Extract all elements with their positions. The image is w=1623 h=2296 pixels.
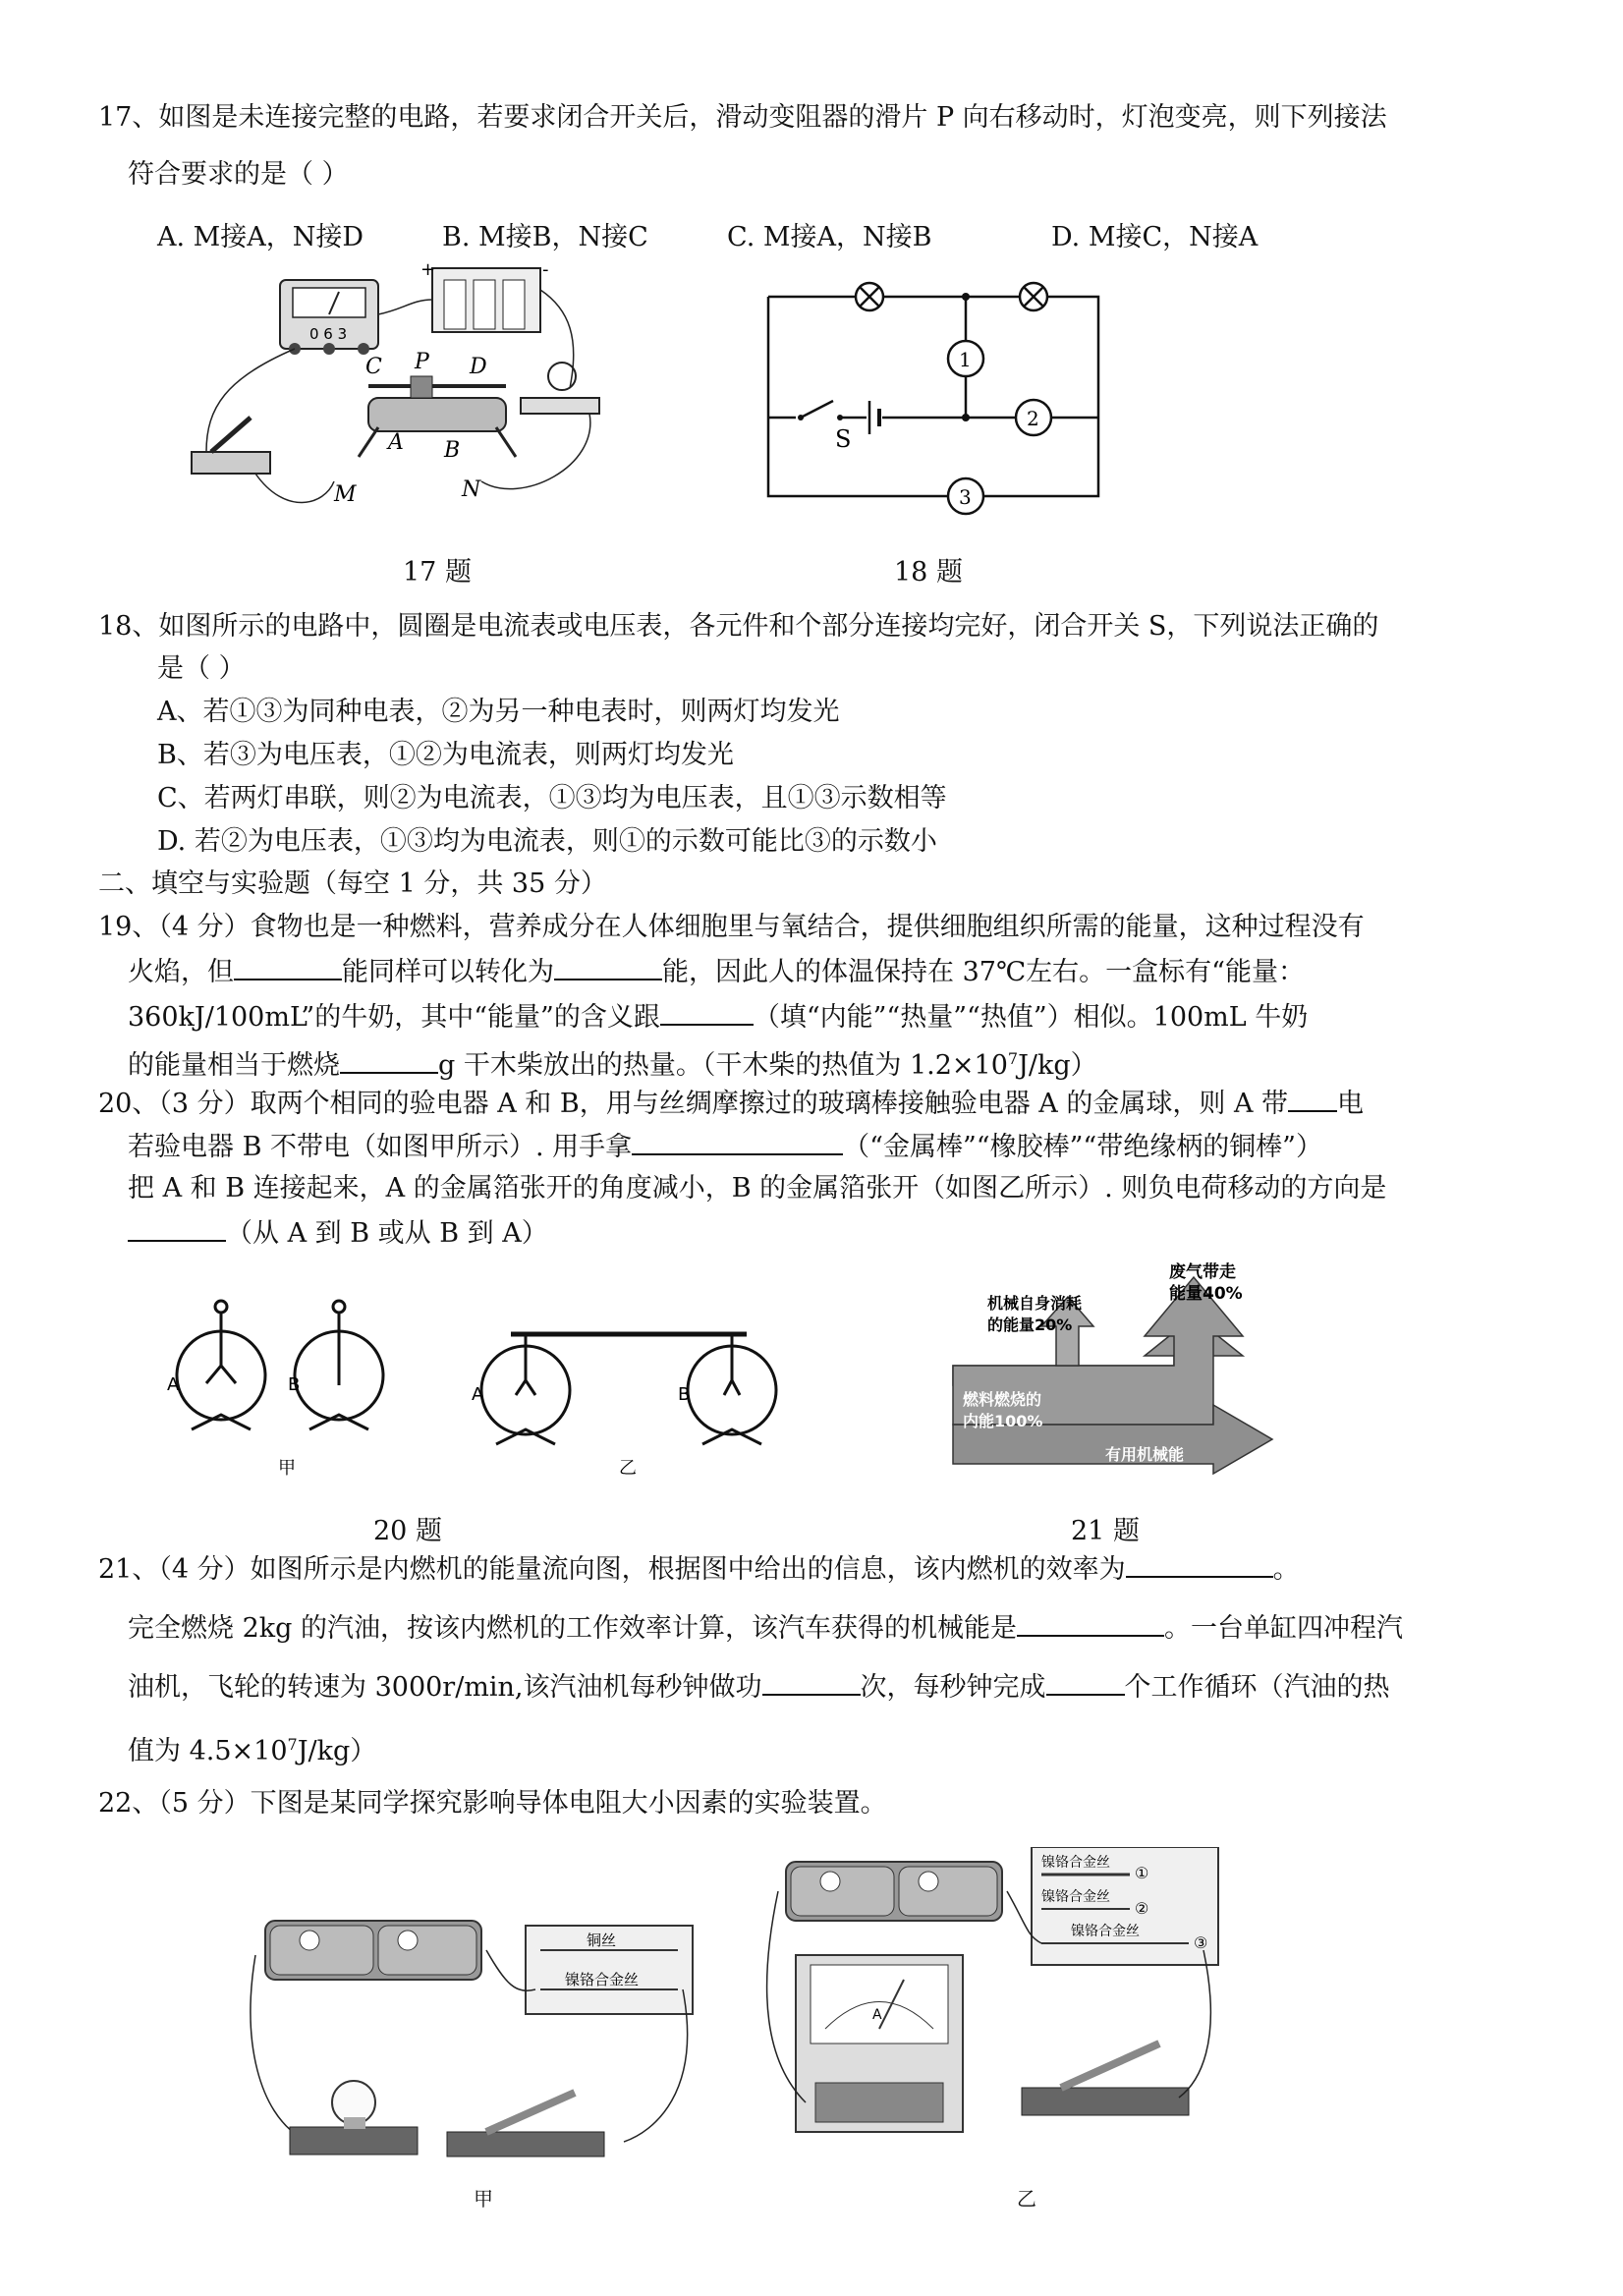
q21-text: 。 xyxy=(1272,1554,1300,1585)
q22-label-jia: 甲 xyxy=(474,2187,493,2211)
q20-blank-2[interactable] xyxy=(632,1128,843,1155)
q20-text: 20、（3 分）取两个相同的验电器 A 和 B，用与丝绸摩擦过的玻璃棒接触验电器 A 的金属球，则 A 带 xyxy=(98,1089,1289,1119)
q19-text: 能，因此人的体温保持在 37℃左右。一盒标有“能量： xyxy=(662,957,1305,987)
q18-option-b: B、若③为电压表，①②为电流表，则两灯均发光 xyxy=(157,740,734,770)
q18-option-c: C、若两灯串联，则②为电流表，①③均为电压表，且①③示数相等 xyxy=(157,783,947,813)
q20-line3: 把 A 和 B 连接起来，A 的金属箔张开的角度减小，B 的金属箔张开（如图乙所示）. 则负电荷移动的方向是 xyxy=(128,1173,1387,1204)
q21-text: 油机，飞轮的转速为 3000r/min,该汽油机每秒钟做功 xyxy=(128,1672,762,1703)
q20-line1 xyxy=(98,1085,1364,1122)
q21-text: 完全燃烧 2kg 的汽油，按该内燃机的工作效率计算，该汽车获得的机械能是 xyxy=(128,1613,1017,1644)
q19-exponent: 7 xyxy=(1007,1049,1019,1068)
q20-line2 xyxy=(128,1128,1322,1165)
q21-line1 xyxy=(98,1550,1300,1588)
q21-energy-flow-figure xyxy=(948,1258,1292,1493)
q21-text: 值为 4.5×10 xyxy=(128,1736,288,1766)
q19-line2 xyxy=(128,953,1305,990)
q19-text: 的能量相当于燃烧 xyxy=(128,1050,340,1081)
q22-wire1-number: ① xyxy=(1135,1864,1149,1882)
q22-apparatus-jia xyxy=(241,1896,702,2181)
q22-wire3-number: ② xyxy=(1135,1899,1149,1918)
q20-fig-jia: 甲 xyxy=(278,1458,296,1479)
q21-exhaust-label-1: 废气带走 xyxy=(1169,1262,1236,1282)
q19-text: 360kJ/100mL”的牛奶，其中“能量”的含义跟 xyxy=(128,1002,660,1033)
q20-line4 xyxy=(128,1214,548,1252)
q20-text: 电 xyxy=(1337,1089,1365,1119)
q17-label-b: B xyxy=(444,438,461,463)
q21-fuel-label-1: 燃料燃烧的 xyxy=(963,1390,1042,1409)
q22-line1: 22、（5 分）下图是某同学探究影响导体电阻大小因素的实验装置。 xyxy=(98,1788,887,1819)
q21-blank-1[interactable] xyxy=(1126,1550,1273,1578)
q18-stem-line1: 18、如图所示的电路中，圆圈是电流表或电压表，各元件和个部分连接均完好，闭合开关 S，下列说法正确的 xyxy=(98,611,1379,642)
q20-text: （“金属棒”“橡胶棒”“带绝缘柄的铜棒”） xyxy=(843,1132,1322,1162)
q19-line1: 19、（4 分）食物也是一种燃料，营养成分在人体细胞里与氧结合，提供细胞组织所需的能量，这种过程没有 xyxy=(98,912,1365,942)
q21-text: 次，每秒钟完成 xyxy=(860,1672,1046,1703)
q18-option-d: D. 若②为电压表，①③均为电流表，则①的示数可能比③的示数小 xyxy=(157,826,937,857)
q20-electroscope-figure xyxy=(162,1297,791,1484)
q22-ammeter-symbol: A xyxy=(872,2007,882,2023)
q20-blank-1[interactable] xyxy=(1288,1085,1337,1112)
q20-text: 若验电器 B 不带电（如图甲所示）. 用手拿 xyxy=(128,1132,633,1162)
q17-option-d: D. M接C，N接A xyxy=(1051,222,1259,252)
q21-line4 xyxy=(128,1727,376,1769)
q21-fuel-label-2: 内能100% xyxy=(963,1412,1043,1430)
q18-meter-2: 2 xyxy=(1027,407,1039,430)
q17-label-n: N xyxy=(462,477,481,502)
q21-blank-2[interactable] xyxy=(1017,1609,1164,1637)
q17-battery-plus: + xyxy=(420,260,436,280)
q19-text: （填“内能”“热量”“热值”）相似。100mL 牛奶 xyxy=(753,1002,1309,1033)
q17-stem-line2: 符合要求的是（ ） xyxy=(128,159,349,190)
q20-fig-label-a2: A xyxy=(472,1384,484,1405)
q17-figure-caption: 17 题 xyxy=(403,557,472,588)
q20-figure-caption: 20 题 xyxy=(373,1516,442,1546)
q19-blank-2[interactable] xyxy=(554,953,662,980)
q21-blank-4[interactable] xyxy=(1046,1668,1125,1696)
q19-blank-3[interactable] xyxy=(660,998,754,1026)
q18-meter-1: 1 xyxy=(959,348,972,371)
q17-circuit-figure xyxy=(187,260,639,526)
q18-stem-line2: 是（ ） xyxy=(157,653,246,684)
q17-option-c: C. M接A，N接B xyxy=(727,222,932,252)
q21-blank-3[interactable] xyxy=(762,1668,861,1696)
q17-battery-minus: - xyxy=(542,260,549,280)
q19-line4 xyxy=(128,1041,1097,1084)
q21-useful-label: 有用机械能 xyxy=(1105,1445,1185,1464)
q21-self-loss-label-2: 的能量20% xyxy=(987,1316,1073,1334)
q22-wire3-label: 镍铬合金丝 xyxy=(1071,1924,1140,1939)
q22-wire1-label: 镍铬合金丝 xyxy=(1041,1855,1110,1871)
q17-label-c: C xyxy=(365,355,382,379)
q21-exhaust-label-2: 能量40% xyxy=(1169,1284,1243,1304)
q20-fig-label-b2: B xyxy=(678,1384,691,1405)
q17-stem-line1: 17、如图是未连接完整的电路，若要求闭合开关后，滑动变阻器的滑片 P 向右移动时，灯泡变亮，则下列接法 xyxy=(98,102,1387,133)
q22-copper-wire-label: 铜丝 xyxy=(587,1932,617,1949)
q19-text: J/kg） xyxy=(1018,1050,1097,1081)
q21-text: 个工作循环（汽油的热 xyxy=(1124,1672,1390,1703)
q22-nichrome-wire-label: 镍铬合金丝 xyxy=(565,1971,640,1988)
q21-text: 21、（4 分）如图所示是内燃机的能量流向图，根据图中给出的信息，该内燃机的效率为 xyxy=(98,1554,1126,1585)
q18-option-a: A、若①③为同种电表，②为另一种电表时，则两灯均发光 xyxy=(157,697,840,727)
q19-line3 xyxy=(128,998,1308,1036)
q18-meter-3: 3 xyxy=(959,485,972,509)
q18-circuit-figure xyxy=(756,265,1110,521)
q17-label-m: M xyxy=(334,482,357,507)
section-heading: 二、填空与实验题（每空 1 分，共 35 分） xyxy=(98,868,607,899)
q17-option-b: B. M接B，N接C xyxy=(442,222,648,252)
q20-fig-label-b1: B xyxy=(288,1374,301,1395)
q21-exponent: 7 xyxy=(287,1735,298,1754)
q19-blank-4[interactable] xyxy=(340,1046,438,1074)
q21-figure-caption: 21 题 xyxy=(1071,1516,1140,1546)
q22-label-yi: 乙 xyxy=(1017,2187,1036,2211)
q19-text: 能同样可以转化为 xyxy=(342,957,554,987)
q22-apparatus-yi xyxy=(756,1847,1228,2161)
q20-fig-yi: 乙 xyxy=(619,1458,637,1479)
q18-switch-label: S xyxy=(835,425,852,453)
q20-blank-3[interactable] xyxy=(128,1214,226,1242)
q18-figure-caption: 18 题 xyxy=(894,557,963,588)
q22-wire3-number: ③ xyxy=(1194,1933,1208,1952)
q21-text: J/kg） xyxy=(297,1736,377,1766)
q22-wire2-label: 镍铬合金丝 xyxy=(1041,1889,1110,1905)
q17-label-a: A xyxy=(388,430,404,455)
q20-fig-label-a1: A xyxy=(167,1374,180,1395)
q21-line3 xyxy=(128,1668,1390,1706)
q21-self-loss-label-1: 机械自身消耗 xyxy=(987,1294,1083,1313)
q17-option-a: A. M接A，N接D xyxy=(157,222,364,252)
q21-line2 xyxy=(128,1609,1403,1647)
q17-label-d: D xyxy=(470,355,487,379)
q19-text: g 干木柴放出的热量。（干木柴的热值为 1.2×10 xyxy=(438,1050,1008,1081)
q19-text: 火焰，但 xyxy=(128,957,234,987)
q21-text: 。一台单缸四冲程汽 xyxy=(1164,1613,1403,1644)
q17-label-p: P xyxy=(415,350,429,374)
q20-text: （从 A 到 B 或从 B 到 A） xyxy=(226,1218,548,1249)
q17-meter-scale: 0 6 3 xyxy=(309,325,348,343)
q19-blank-1[interactable] xyxy=(234,953,342,980)
